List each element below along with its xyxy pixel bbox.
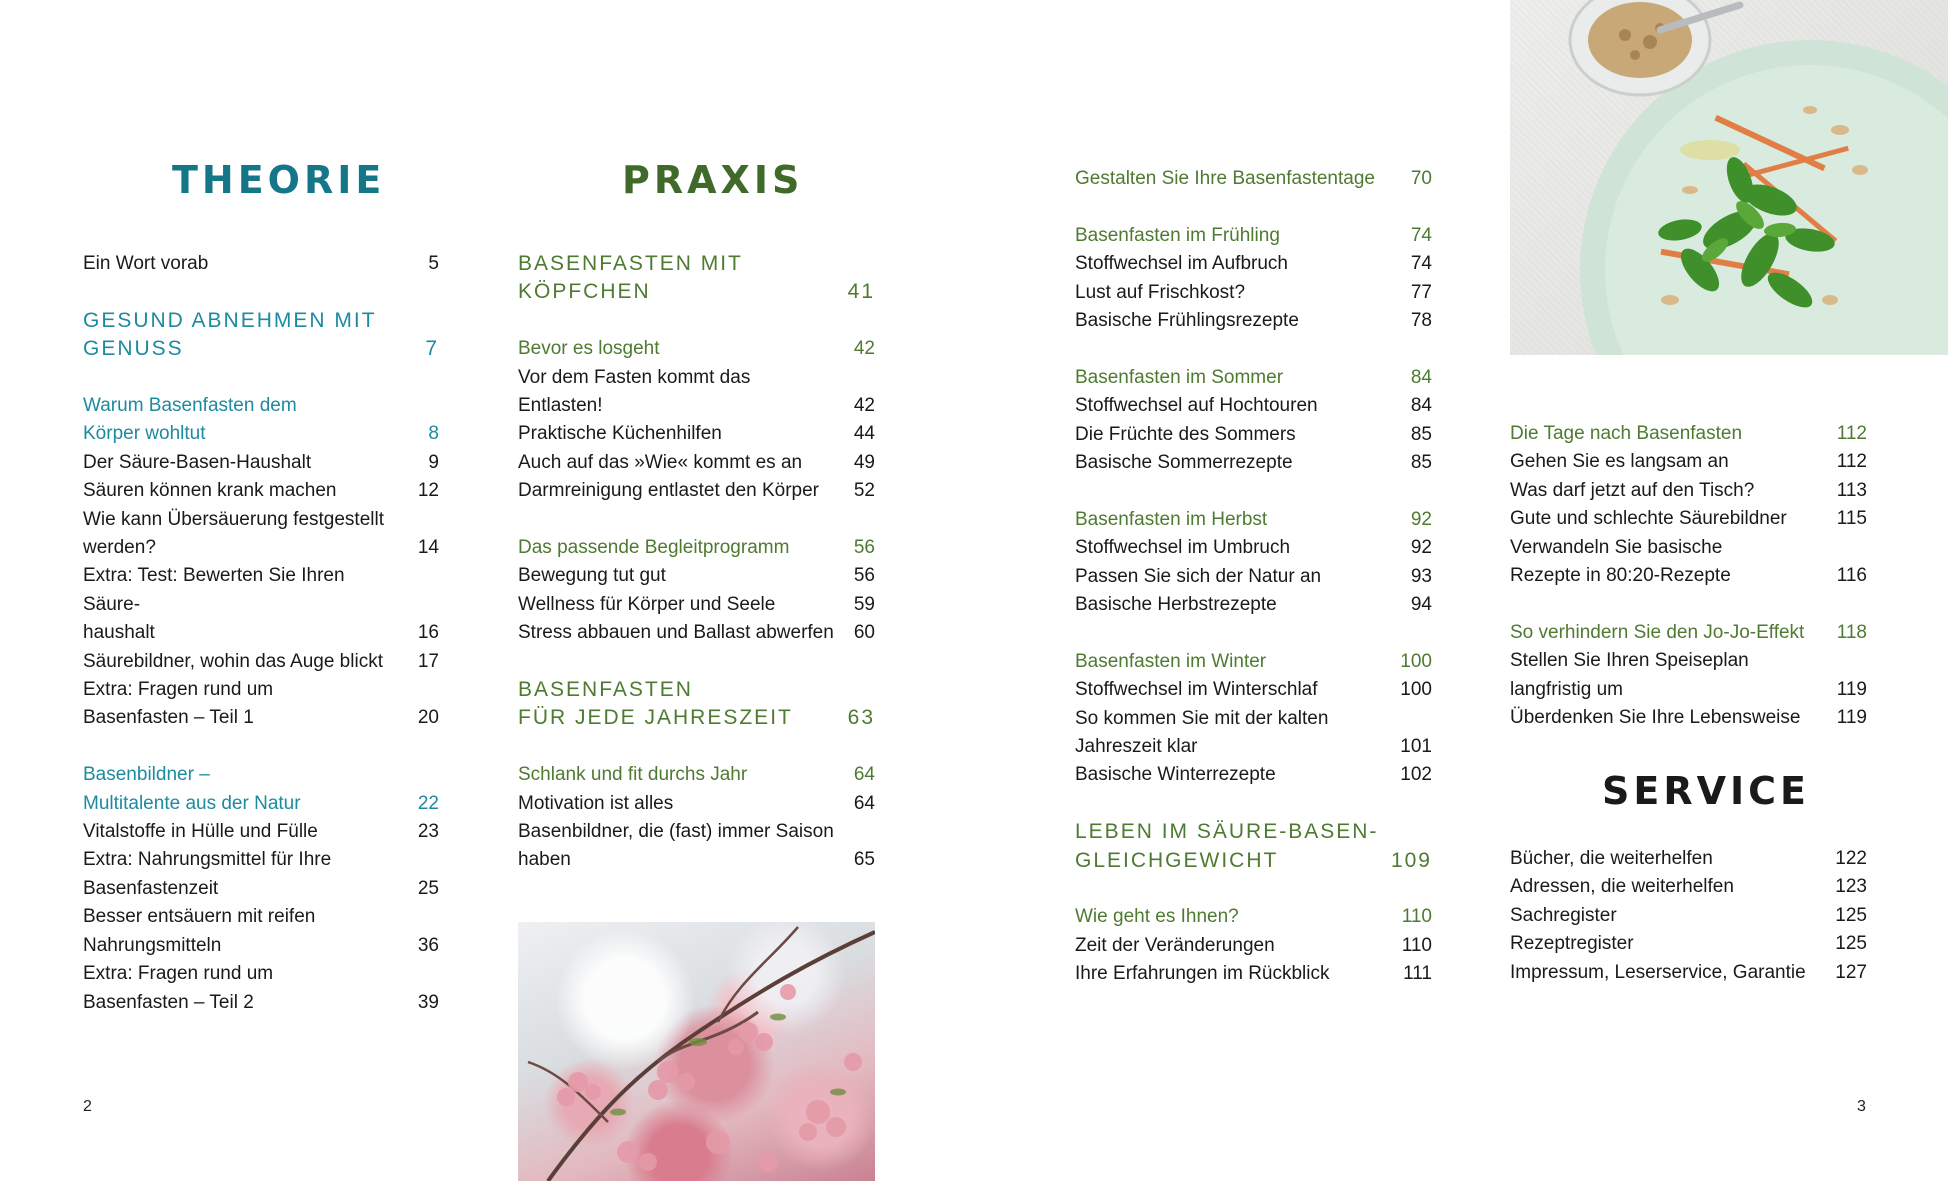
toc-spacer [518, 307, 875, 335]
toc-entry-title: Vor dem Fasten kommt das [518, 366, 751, 388]
toc-entry-title: Wie geht es Ihnen? [1075, 906, 1239, 928]
toc-entry[interactable] [1510, 930, 1867, 958]
toc-entry-title: Darmreinigung entlastet den Körper [518, 480, 820, 502]
toc-entry-page: 125 [1835, 904, 1867, 926]
toc-entry-page: 52 [853, 480, 875, 502]
toc-entry-page: 63 [847, 706, 875, 730]
toc-entry[interactable] [518, 846, 875, 874]
toc-spacer [1075, 193, 1432, 221]
toc-entry[interactable] [83, 562, 439, 619]
toc-entry-page: 113 [1836, 479, 1867, 501]
toc-entry[interactable] [1075, 960, 1432, 988]
toc-spacer [83, 364, 439, 392]
toc-entry-page: 14 [417, 537, 439, 559]
toc-section-entry[interactable] [83, 761, 439, 789]
toc-entry-title: Bewegung tut gut [518, 565, 666, 587]
toc-chapter-heading[interactable] [518, 704, 875, 732]
service-title: SERVICE [1602, 769, 1810, 813]
toc-entry-title: So verhindern Sie den Jo-Jo-Effekt [1510, 621, 1805, 643]
toc-entry-title: GENUSS [83, 337, 184, 361]
toc-entry[interactable] [83, 903, 439, 931]
toc-entry-title: Schlank und fit durchs Jahr [518, 764, 748, 786]
toc-entry-page: 122 [1835, 848, 1867, 869]
toc-entry-title: BASENFASTEN [518, 678, 693, 702]
toc-entry[interactable] [518, 449, 875, 477]
toc-entry-page: 25 [417, 877, 439, 899]
toc-entry-page: 127 [1835, 961, 1867, 983]
toc-entry[interactable] [1510, 505, 1867, 533]
toc-entry-page: 84 [1410, 366, 1432, 388]
toc-entry-page: 20 [417, 707, 439, 729]
toc-entry-title: Praktische Küchenhilfen [518, 423, 722, 445]
toc-entry[interactable] [1075, 307, 1432, 335]
toc-entry-title: Stoffwechsel im Umbruch [1075, 537, 1291, 559]
toc-entry-title: Extra: Fragen rund um [83, 679, 274, 701]
toc-entry[interactable] [83, 477, 439, 505]
toc-entry-title: So kommen Sie mit der kalten [1075, 707, 1329, 729]
toc-section-entry[interactable] [1075, 648, 1432, 676]
toc-entry[interactable] [83, 449, 439, 477]
toc-praxis [518, 250, 875, 875]
toc-entry-title: Multitalente aus der Natur [83, 792, 301, 814]
theorie-title: THEORIE [172, 158, 386, 202]
toc-entry-page: 39 [417, 991, 439, 1013]
toc-entry-title: Warum Basenfasten dem [83, 395, 297, 416]
toc-entry-title: Passen Sie sich der Natur an [1075, 565, 1322, 587]
toc-spacer [83, 733, 439, 761]
toc-entry[interactable] [518, 420, 875, 448]
toc-chapter-heading[interactable] [518, 676, 875, 704]
toc-entry[interactable] [83, 989, 439, 1017]
toc-entry-page: 85 [1410, 423, 1432, 445]
toc-spacer [1075, 875, 1432, 903]
toc-entry-page: 112 [1836, 451, 1867, 473]
toc-praxis-right [1510, 420, 1867, 732]
toc-entry[interactable] [1510, 704, 1867, 732]
toc-entry-page: 94 [1410, 594, 1432, 616]
toc-entry-page: 16 [417, 622, 439, 644]
toc-section-entry[interactable] [83, 392, 439, 420]
toc-entry-page: 42 [853, 395, 875, 417]
toc-entry-page: 64 [853, 792, 875, 814]
toc-entry-title: Wellness für Körper und Seele [518, 593, 776, 615]
toc-entry-page: 100 [1400, 650, 1432, 672]
toc-entry-page: 9 [428, 451, 439, 473]
toc-spacer [1075, 619, 1432, 647]
toc-entry-page: 8 [428, 423, 439, 445]
toc-entry-title: KÖPFCHEN [518, 280, 651, 304]
toc-entry-title: Stress abbauen und Ballast abwerfen [518, 622, 834, 644]
toc-entry-title: Gehen Sie es langsam an [1510, 451, 1729, 473]
toc-spacer [518, 506, 875, 534]
toc-section-entry[interactable] [1510, 420, 1867, 448]
toc-section-entry[interactable] [1510, 619, 1867, 647]
toc-entry-title: Was darf jetzt auf den Tisch? [1510, 479, 1755, 501]
toc-chapter-heading[interactable] [83, 307, 439, 335]
toc-entry-page: 101 [1400, 736, 1432, 758]
toc-entry-page: 115 [1836, 508, 1867, 530]
toc-entry-title: Basische Herbstrezepte [1075, 594, 1277, 616]
toc-entry-page: 7 [425, 337, 439, 361]
toc-entry-title: Vitalstoffe in Hülle und Fülle [83, 821, 318, 843]
toc-spacer [518, 733, 875, 761]
toc-entry-title: Der Säure-Basen-Haushalt [83, 451, 312, 473]
toc-entry-title: werden? [83, 537, 156, 559]
toc-entry-title: Das passende Begleitprogramm [518, 537, 790, 559]
toc-entry-title: Stellen Sie Ihren Speiseplan [1510, 650, 1749, 672]
toc-entry-page: 60 [853, 622, 875, 644]
toc-entry-page: 92 [1410, 537, 1432, 559]
toc-entry-page: 93 [1410, 565, 1432, 587]
toc-entry-title: BASENFASTEN MIT [518, 252, 743, 275]
blossom-photo [518, 922, 875, 1181]
toc-entry[interactable] [1510, 676, 1867, 704]
toc-chapter-heading[interactable] [83, 335, 439, 363]
toc-entry-title: Säuren können krank machen [83, 480, 337, 502]
toc-spacer [518, 648, 875, 676]
toc-section-entry[interactable] [1075, 364, 1432, 392]
toc-spacer [83, 278, 439, 306]
toc-entry[interactable] [83, 506, 439, 534]
toc-entry-title: Basenfasten im Frühling [1075, 224, 1280, 246]
toc-entry-title: Basenbildner, die (fast) immer Saison [518, 821, 834, 843]
toc-entry[interactable] [83, 534, 439, 562]
toc-entry-title: Bevor es losgeht [518, 338, 660, 360]
toc-section-entry[interactable] [1075, 506, 1432, 534]
toc-entry[interactable] [83, 704, 439, 732]
toc-entry[interactable] [1075, 279, 1432, 307]
toc-section-entry[interactable] [83, 790, 439, 818]
toc-entry-page: 56 [853, 565, 875, 587]
toc-entry-title: Zeit der Veränderungen [1075, 934, 1275, 956]
toc-entry-title: Basenfasten im Sommer [1075, 366, 1284, 388]
toc-chapter-heading[interactable] [518, 278, 875, 306]
toc-entry-page: 78 [1410, 310, 1432, 332]
toc-entry-title: Basenfasten – Teil 2 [83, 991, 254, 1013]
toc-entry-page: 70 [1410, 168, 1432, 189]
toc-entry-page: 112 [1836, 423, 1867, 444]
toc-entry-title: Basenfasten – Teil 1 [83, 707, 254, 729]
toc-entry[interactable] [518, 364, 875, 392]
toc-entry-title: haben [518, 849, 571, 871]
toc-entry-page: 119 [1836, 678, 1867, 700]
toc-entry-page: 85 [1410, 452, 1432, 474]
toc-entry-title: Extra: Fragen rund um [83, 963, 274, 985]
toc-entry[interactable] [1075, 421, 1432, 449]
toc-entry-page: 77 [1410, 281, 1432, 303]
toc-entry-page: 109 [1390, 848, 1432, 872]
toc-entry[interactable] [1075, 392, 1432, 420]
toc-entry[interactable] [1075, 676, 1432, 704]
toc-entry[interactable] [1075, 761, 1432, 789]
toc-entry-title: Stoffwechsel auf Hochtouren [1075, 395, 1318, 417]
toc-entry[interactable] [1075, 250, 1432, 278]
toc-entry-page: 118 [1836, 621, 1867, 643]
toc-entry-page: 74 [1410, 253, 1432, 275]
toc-spacer [1510, 590, 1867, 618]
toc-entry-title: Basenbildner – [83, 764, 210, 786]
toc-entry-page: 84 [1410, 395, 1432, 417]
toc-entry[interactable] [1510, 477, 1867, 505]
toc-entry[interactable] [518, 392, 875, 420]
salad-photo [1510, 0, 1948, 355]
toc-entry-title: Basische Winterrezepte [1075, 764, 1276, 786]
toc-entry-title: Besser entsäuern mit reifen [83, 906, 316, 928]
toc-entry-title: Jahreszeit klar [1075, 736, 1198, 758]
toc-chapter-heading[interactable] [1075, 818, 1432, 846]
praxis-title: PRAXIS [622, 158, 804, 202]
toc-entry[interactable] [1510, 873, 1867, 901]
toc-entry-page: 123 [1835, 876, 1867, 898]
toc-entry-title: Stoffwechsel im Aufbruch [1075, 253, 1288, 275]
toc-entry-page: 23 [417, 821, 439, 843]
toc-chapter-heading[interactable] [518, 250, 875, 278]
toc-entry-title: Säurebildner, wohin das Auge blickt [83, 650, 383, 672]
toc-section-entry[interactable] [518, 761, 875, 789]
toc-section-entry[interactable] [1075, 903, 1432, 931]
toc-entry[interactable] [83, 818, 439, 846]
toc-section-entry[interactable] [1075, 165, 1432, 193]
toc-entry-page: 42 [853, 338, 875, 360]
toc-entry-page: 41 [847, 280, 875, 304]
toc-entry-page: 111 [1403, 963, 1432, 985]
toc-entry-page: 5 [428, 253, 439, 274]
toc-entry[interactable] [518, 562, 875, 590]
toc-entry-title: Die Früchte des Sommers [1075, 423, 1296, 445]
toc-entry[interactable] [1510, 562, 1867, 590]
toc-entry-title: Entlasten! [518, 395, 603, 417]
toc-entry[interactable] [518, 818, 875, 846]
toc-entry[interactable] [1510, 534, 1867, 562]
toc-entry-page: 49 [853, 451, 875, 473]
toc-entry[interactable] [1510, 845, 1867, 873]
toc-entry-page: 56 [853, 537, 875, 559]
toc-entry[interactable] [83, 676, 439, 704]
toc-section-entry[interactable] [518, 335, 875, 363]
toc-entry[interactable] [1075, 534, 1432, 562]
toc-entry-title: Überdenken Sie Ihre Lebensweise [1510, 707, 1801, 729]
toc-entry-title: FÜR JEDE JAHRESZEIT [518, 706, 793, 730]
toc-entry[interactable] [1075, 563, 1432, 591]
toc-section-entry[interactable] [518, 534, 875, 562]
toc-entry[interactable] [1510, 647, 1867, 675]
toc-entry-page: 36 [417, 934, 439, 956]
toc-entry-page: 116 [1836, 565, 1867, 587]
toc-entry-title: Gute und schlechte Säurebildner [1510, 508, 1787, 530]
toc-spacer [1075, 790, 1432, 818]
toc-entry-title: Auch auf das »Wie« kommt es an [518, 451, 803, 473]
toc-entry-title: langfristig um [1510, 678, 1623, 700]
toc-entry-title: Nahrungsmitteln [83, 934, 222, 956]
toc-entry-title: Ihre Erfahrungen im Rückblick [1075, 963, 1330, 985]
toc-entry-title: LEBEN IM SÄURE-BASEN- [1075, 820, 1379, 844]
toc-chapter-heading[interactable] [1075, 847, 1432, 875]
toc-entry[interactable] [518, 619, 875, 647]
toc-entry[interactable] [1510, 959, 1867, 987]
toc-entry[interactable] [1510, 448, 1867, 476]
toc-entry-title: Basische Sommerrezepte [1075, 452, 1293, 474]
toc-entry-title: GESUND ABNEHMEN MIT [83, 308, 377, 332]
toc-service [1510, 845, 1867, 987]
toc-entry-page: 110 [1401, 906, 1432, 928]
toc-entry-title: Verwandeln Sie basische [1510, 536, 1723, 558]
toc-entry[interactable] [83, 648, 439, 676]
toc-entry-page: 119 [1836, 707, 1867, 729]
toc-entry-title: Rezepte in 80:20-Rezepte [1510, 565, 1731, 587]
toc-entry-page: 100 [1400, 679, 1432, 701]
toc-entry-title: Basenfasten im Winter [1075, 650, 1267, 672]
toc-theorie [83, 250, 439, 1017]
toc-entry-title: Lust auf Frischkost? [1075, 281, 1246, 303]
toc-entry[interactable] [1075, 705, 1432, 733]
toc-entry-title: Körper wohltut [83, 423, 206, 445]
toc-section-entry[interactable] [1075, 222, 1432, 250]
toc-praxis-continued [1075, 165, 1432, 989]
toc-entry-page: 59 [853, 593, 875, 615]
toc-entry-title: Gestalten Sie Ihre Basenfastentage [1075, 168, 1375, 189]
left-page-number: 2 [83, 1098, 92, 1115]
toc-entry-title: Basenfastenzeit [83, 877, 219, 899]
toc-entry-page: 44 [853, 423, 875, 445]
toc-entry[interactable] [83, 875, 439, 903]
toc-section-entry[interactable] [83, 420, 439, 448]
toc-entry[interactable] [1510, 902, 1867, 930]
toc-entry-title: Impressum, Leserservice, Garantie [1510, 961, 1806, 983]
toc-entry-title: Bücher, die weiterhelfen [1510, 848, 1713, 869]
toc-entry-title: Die Tage nach Basenfasten [1510, 423, 1743, 444]
toc-entry[interactable] [83, 250, 439, 278]
toc-entry-page: 12 [417, 480, 439, 502]
toc-entry-title: Sachregister [1510, 904, 1617, 926]
toc-entry[interactable] [1075, 932, 1432, 960]
toc-entry-title: Adressen, die weiterhelfen [1510, 876, 1734, 898]
toc-entry[interactable] [83, 619, 439, 647]
toc-entry-page: 65 [853, 849, 875, 871]
toc-entry-page: 92 [1410, 508, 1432, 530]
toc-entry-title: Motivation ist alles [518, 792, 674, 814]
toc-spacer [1075, 335, 1432, 363]
toc-entry[interactable] [518, 477, 875, 505]
right-page-number: 3 [1857, 1098, 1866, 1115]
toc-entry-page: 110 [1401, 934, 1432, 956]
toc-entry-title: Stoffwechsel im Winterschlaf [1075, 679, 1318, 701]
toc-entry-title: Extra: Test: Bewerten Sie Ihren Säure- [83, 565, 345, 615]
toc-entry[interactable] [518, 591, 875, 619]
toc-entry-title: Basenfasten im Herbst [1075, 508, 1268, 530]
toc-entry[interactable] [83, 960, 439, 988]
toc-entry-title: Extra: Nahrungsmittel für Ihre [83, 849, 332, 871]
toc-entry-page: 125 [1835, 933, 1867, 955]
toc-entry-title: Ein Wort vorab [83, 253, 209, 274]
toc-entry[interactable] [83, 932, 439, 960]
toc-entry[interactable] [1075, 591, 1432, 619]
toc-entry[interactable] [83, 846, 439, 874]
toc-spacer [1075, 477, 1432, 505]
toc-entry-page: 17 [417, 650, 439, 672]
toc-entry[interactable] [1075, 449, 1432, 477]
toc-entry-page: 64 [853, 764, 875, 786]
toc-entry-title: Basische Frühlingsrezepte [1075, 310, 1299, 332]
toc-entry-title: haushalt [83, 622, 155, 644]
toc-entry-page: 22 [417, 792, 439, 814]
toc-entry[interactable] [1075, 733, 1432, 761]
toc-entry-title: Rezeptregister [1510, 933, 1634, 955]
toc-entry-title: Wie kann Übersäuerung festgestellt [83, 508, 384, 530]
toc-entry-page: 102 [1400, 764, 1432, 786]
toc-entry-title: GLEICHGEWICHT [1075, 848, 1279, 872]
toc-entry[interactable] [518, 790, 875, 818]
toc-entry-page: 74 [1410, 224, 1432, 246]
